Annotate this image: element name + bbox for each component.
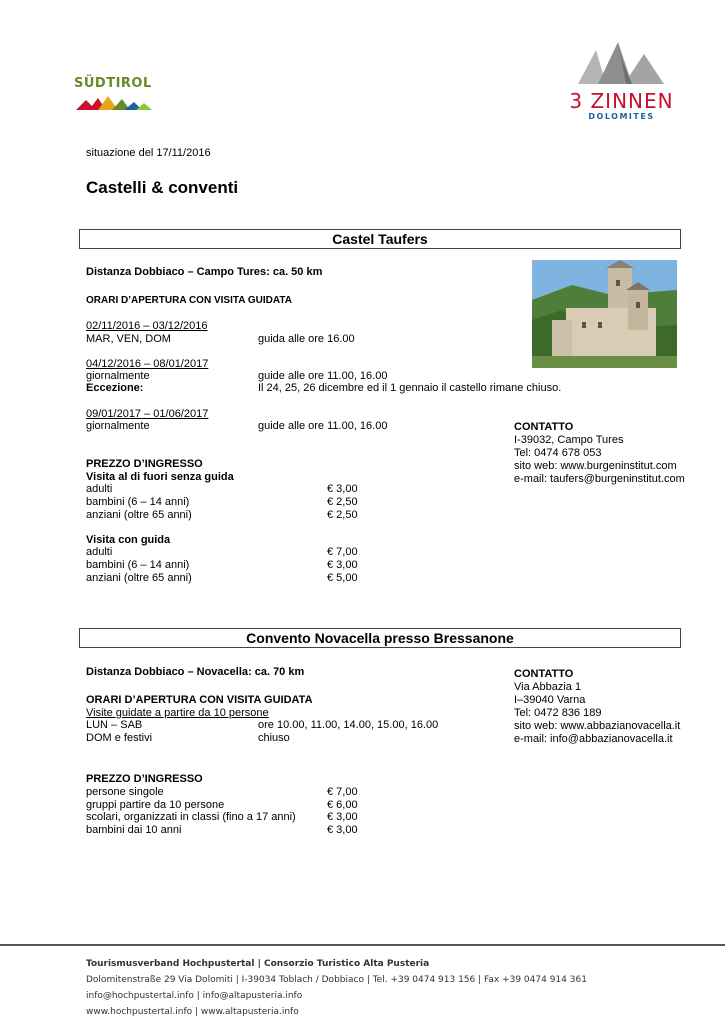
convent-price-row (86, 824, 686, 837)
castle-price-label: adulti (86, 546, 113, 558)
convent-price-label: persone singole (86, 786, 164, 798)
castle-price-group-2-title: Visita con guida (86, 534, 171, 546)
castle-period-2-days: giornalmente (86, 370, 150, 382)
convent-price-value: € 3,00 (327, 824, 358, 836)
drei-zinnen-title: 3 ZINNEN (569, 89, 674, 113)
castle-price-row (86, 483, 686, 496)
drei-zinnen-logo (552, 40, 687, 124)
castle-price-row (86, 496, 686, 509)
castle-price-value: € 5,00 (327, 572, 358, 584)
suedtirol-logo (74, 76, 158, 120)
convent-price-value: € 7,00 (327, 786, 358, 798)
castle-period-1-range: 02/11/2016 – 03/12/2016 (86, 320, 208, 332)
castle-period-3-range: 09/01/2017 – 01/06/2017 (86, 408, 209, 420)
castle-heading: Castel Taufers (79, 229, 681, 249)
castle-price-value: € 2,50 (327, 496, 358, 508)
convent-price-label: bambini dai 10 anni (86, 824, 182, 836)
castle-price-value: € 7,00 (327, 546, 358, 558)
castle-price-row (86, 572, 686, 585)
castle-price-row (86, 559, 686, 572)
footer-organization: Tourismusverband Hochpustertal | Consorzio Turistico Alta Pusteria (86, 959, 430, 969)
castle-exception-text: Il 24, 25, 26 dicembre ed il 1 gennaio il castello rimane chiuso. (258, 382, 562, 394)
three-peaks-icon (578, 40, 668, 84)
drei-zinnen-subtitle: DOLOMITES (588, 112, 655, 121)
castle-price-value: € 3,00 (327, 483, 358, 495)
castle-price-label: anziani (oltre 65 anni) (86, 509, 192, 521)
footer-websites: www.hochpustertal.info | www.altapusteria.info (86, 1007, 299, 1017)
castle-period-1-days: MAR, VEN, DOM (86, 333, 171, 345)
castle-contact-address: I-39032, Campo Tures (514, 434, 624, 446)
convent-hours-note: Visite guidate a partire da 10 persone (86, 707, 269, 719)
convent-contact-street: Via Abbazia 1 (514, 681, 582, 693)
castle-price-title: PREZZO D’INGRESSO (86, 458, 203, 470)
castle-price-label: anziani (oltre 65 anni) (86, 572, 192, 584)
convent-schedule-times: chiuso (258, 732, 290, 744)
convent-hours-title: ORARI D’APERTURA CON VISITA GUIDATA (86, 694, 313, 706)
castle-contact-title: CONTATTO (514, 421, 574, 433)
footer (86, 956, 587, 1020)
castle-period-2-range: 04/12/2016 – 08/01/2017 (86, 358, 209, 370)
convent-price-row (86, 786, 686, 799)
convent-price-label: gruppi partire da 10 persone (86, 799, 225, 811)
castle-price-label: bambini (6 – 14 anni) (86, 559, 190, 571)
convent-price-value: € 3,00 (327, 811, 358, 823)
convent-contact-website: sito web: www.abbazianovacella.it (514, 720, 681, 732)
castle-price-row (86, 509, 686, 522)
castle-exception-row (86, 382, 686, 395)
castle-price-label: adulti (86, 483, 113, 495)
convent-schedule-times: ore 10.00, 11.00, 14.00, 15.00, 16.00 (258, 719, 439, 731)
convent-contact-email: e-mail: info@abbazianovacella.it (514, 733, 673, 745)
convent-contact-city: I–39040 Varna (514, 694, 586, 706)
castle-price-label: bambini (6 – 14 anni) (86, 496, 190, 508)
convent-distance: Distanza Dobbiaco – Novacella: ca. 70 km (86, 666, 305, 678)
castle-period-1-range-row (86, 320, 686, 333)
convent-price-row (86, 811, 686, 824)
convent-schedule-row (86, 732, 686, 745)
castle-price-value: € 3,00 (327, 559, 358, 571)
footer-divider (0, 944, 725, 946)
suedtirol-logo-text: SÜDTIROL (74, 76, 152, 91)
castle-period-1-times: guida alle ore 16.00 (258, 333, 355, 345)
convent-schedule-row (86, 719, 686, 732)
footer-emails: info@hochpustertal.info | info@altapusteria.info (86, 991, 303, 1001)
castle-exception-label: Eccezione: (86, 382, 144, 394)
convent-schedule-days: LUN – SAB (86, 719, 143, 731)
castle-distance: Distanza Dobbiaco – Campo Tures: ca. 50 km (86, 266, 323, 278)
castle-price-group-1-title: Visita al di fuori senza guida (86, 471, 234, 483)
status-date: situazione del 17/11/2016 (86, 147, 211, 159)
convent-contact-phone: Tel: 0472 836 189 (514, 707, 602, 719)
page-title: Castelli & conventi (86, 178, 239, 197)
convent-price-label: scolari, organizzati in classi (fino a 17 anni) (86, 811, 296, 823)
convent-schedule-days: DOM e festivi (86, 732, 153, 744)
castle-contact-phone: Tel: 0474 678 053 (514, 447, 602, 459)
castle-contact-email: e-mail: taufers@burgeninstitut.com (514, 473, 685, 485)
castle-hours-title: ORARI D’APERTURA CON VISITA GUIDATA (86, 295, 292, 306)
castle-contact-website: sito web: www.burgeninstitut.com (514, 460, 677, 472)
castle-period-2-times: guide alle ore 11.00, 16.00 (258, 370, 388, 382)
castle-photo (532, 260, 677, 368)
convent-heading: Convento Novacella presso Bressanone (79, 628, 681, 648)
suedtirol-mountains-icon (76, 94, 156, 112)
castle-period-3-days: giornalmente (86, 420, 150, 432)
castle-contact (514, 421, 685, 486)
convent-price-title: PREZZO D’INGRESSO (86, 773, 203, 785)
castle-price-row (86, 546, 686, 559)
convent-price-value: € 6,00 (327, 799, 358, 811)
footer-address: Dolomitenstraße 29 Via Dolomiti | I-39034 Toblach / Dobbiaco | Tel. +39 0474 913 156 | Fax +39 0474 914 361 (86, 975, 587, 985)
castle-period-3-times: guide alle ore 11.00, 16.00 (258, 420, 388, 432)
castle-price-value: € 2,50 (327, 509, 358, 521)
convent-contact-title: CONTATTO (514, 668, 574, 680)
castle-period-1-row (86, 333, 686, 346)
